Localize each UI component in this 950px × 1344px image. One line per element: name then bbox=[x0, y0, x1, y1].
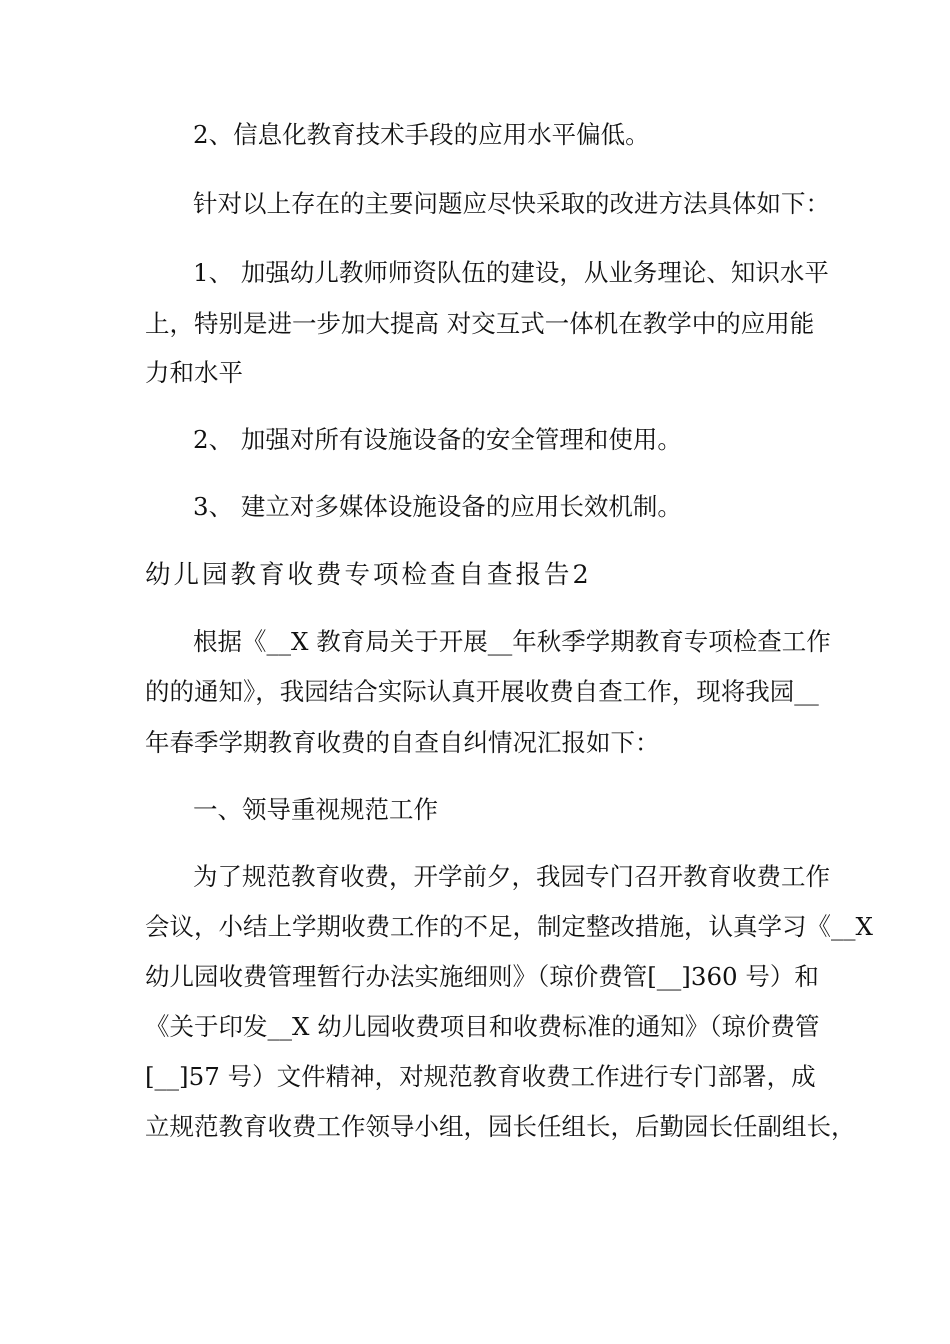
section-title: 幼儿园教育收费专项检查自查报告2 bbox=[145, 560, 592, 590]
paragraph-item-1-line-1: 1、 加强幼儿教师师资队伍的建设，从业务理论、知识水平 bbox=[193, 258, 829, 287]
intro-line-1: 根据《__X 教育局关于开展__年秋季学期教育专项检查工作 bbox=[193, 627, 831, 656]
intro-line-3: 年春季学期教育收费的自查自纠情况汇报如下： bbox=[145, 728, 660, 757]
paragraph-item-2: 2、 加强对所有设施设备的安全管理和使用。 bbox=[193, 425, 682, 454]
body-line-1: 为了规范教育收费，开学前夕，我园专门召开教育收费工作 bbox=[193, 862, 830, 891]
body-line-6: 立规范教育收费工作领导小组，园长任组长，后勤园长任副组长， bbox=[145, 1112, 856, 1141]
subheading-leadership: 一、领导重视规范工作 bbox=[193, 795, 438, 824]
paragraph-item-1-line-2: 上，特别是进一步加大提高 对交互式一体机在教学中的应用能 bbox=[145, 309, 815, 338]
paragraph-item-1-line-3: 力和水平 bbox=[145, 358, 243, 387]
intro-line-2: 的的通知》，我园结合实际认真开展收费自查工作，现将我园__ bbox=[145, 677, 819, 706]
body-line-2: 会议，小结上学期收费工作的不足，制定整改措施，认真学习《__X bbox=[145, 912, 873, 941]
paragraph-improvement-intro: 针对以上存在的主要问题应尽快采取的改进方法具体如下： bbox=[193, 189, 830, 218]
paragraph-problem-2: 2、信息化教育技术手段的应用水平偏低。 bbox=[193, 120, 650, 149]
body-line-3: 幼儿园收费管理暂行办法实施细则》（琼价费管[__]360 号）和 bbox=[145, 962, 819, 991]
paragraph-item-3: 3、 建立对多媒体设施设备的应用长效机制。 bbox=[193, 492, 682, 521]
body-line-5: [__]57 号）文件精神，对规范教育收费工作进行专门部署，成 bbox=[145, 1062, 816, 1091]
body-line-4: 《关于印发__X 幼儿园收费项目和收费标准的通知》（琼价费管 bbox=[145, 1012, 820, 1041]
